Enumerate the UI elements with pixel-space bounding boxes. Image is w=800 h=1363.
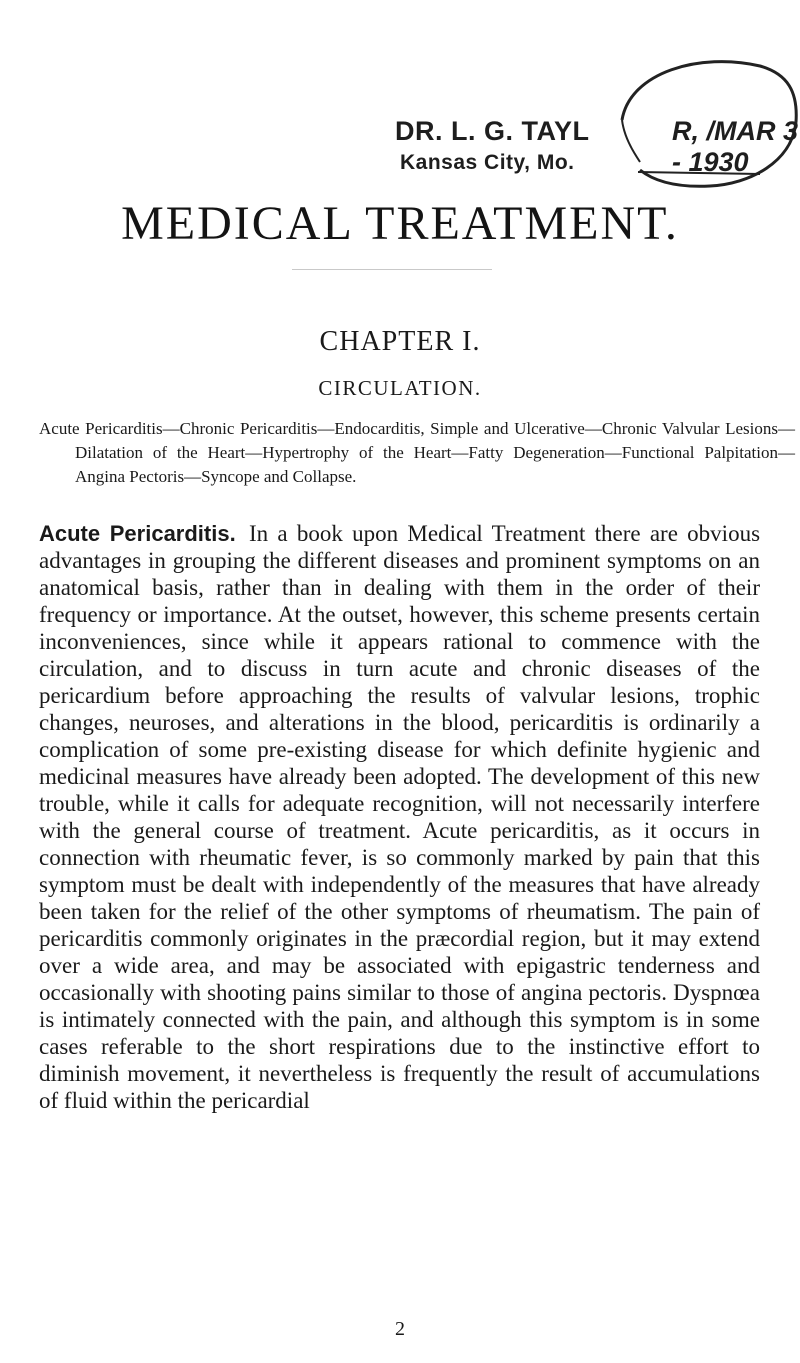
owner-city: Kansas City, Mo.: [400, 151, 575, 174]
seal-partial-text: R, /: [672, 116, 715, 146]
owner-stamp: [395, 116, 590, 175]
section-heading: CIRCULATION.: [318, 376, 482, 400]
owner-name: DR. L. G. TAYL: [395, 116, 590, 146]
book-title: MEDICAL TREATMENT.: [121, 197, 679, 250]
seal-date: [672, 116, 800, 178]
paragraph-text: In a book upon Medical Treatment there are obvious advantages in grouping the different diseases and prominent symptoms on an anatomical basis, rather than in dealing with them in the order of their frequency or importance. At the outset, however, this scheme presents certain inconveniences, since while it appears rational to commence with the circulation, and to discuss in turn acute and chronic diseases of the pericardium before approaching the results of valvular lesions, trophic changes, neuroses, and alterations in the blood, pericarditis is ordinarily a complication of some pre-existing disease for which definite hygienic and medicinal measures have already been adopted. The development of this new trouble, while it calls for adequate recognition, will not necessarily interfere with the general course of treatment. Acute pericarditis, as it occurs in connection with rheumatic fever, is so commonly marked by pain that this symptom must be dealt with independently of the measures that have already been taken for the relief of the other symptoms of rheumatism. The pain of pericarditis commonly originates in the præcordial region, but it may extend over a wide area, and may be associated with epigastric tenderness and occasionally with shooting pains similar to those of angina pectoris. Dyspnœa is intimately connected with the pain, and although this symptom is in some cases referable to the short respirations due to the instinctive effort to diminish movement, it nevertheless is frequently the result of accumulations of fluid within the pericardial: [39, 521, 761, 1113]
title-rule: [292, 269, 492, 270]
body-paragraph: [39, 520, 760, 1114]
paragraph-lead: Acute Pericarditis.: [39, 521, 236, 546]
chapter-heading: CHAPTER I.: [319, 326, 481, 357]
seal-date-text: MAR 3 - 1930: [672, 116, 799, 177]
page-number: 2: [395, 1318, 405, 1340]
chapter-synopsis: Acute Pericarditis—Chronic Pericarditis—Endocarditis, Simple and Ulcerative—Chronic Valvular Lesions—Dilatation of the Heart—Hypertrophy of the Heart—Fatty Degeneration—Functional Palpitation—Angina Pectoris—Syncope and Collapse.: [39, 419, 795, 486]
